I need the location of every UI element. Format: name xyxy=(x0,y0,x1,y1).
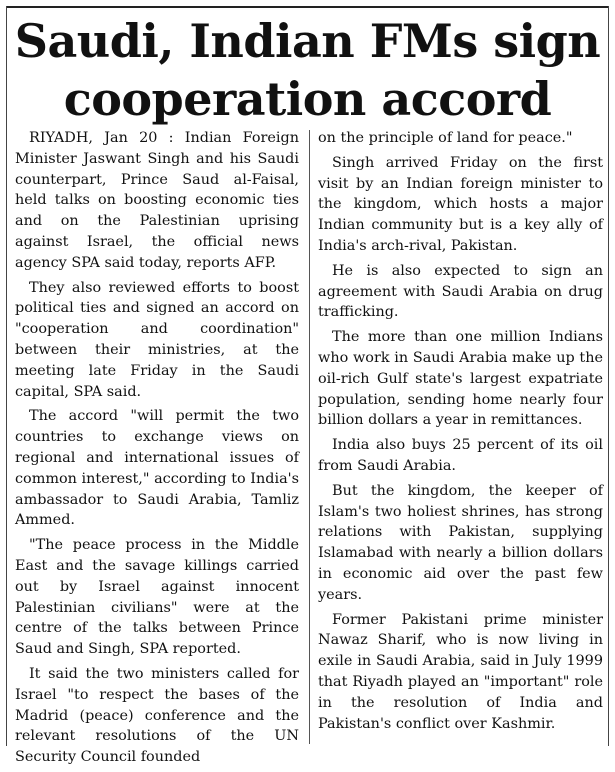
paragraph: They also reviewed efforts to boost political ties and signed an accord on "cooperation and coordination" between their ministries, at the meeting late Friday in the Saudi capital, SPA said. xyxy=(15,279,299,400)
paragraph: RIYADH, Jan 20 : Indian Foreign Minister Jaswant Singh and his Saudi counterpart, Prince Saud al-Faisal, held talks on boosting economic ties and on the Palestinian uprising against Israel, the official news agency SPA said today, reports AFP. xyxy=(15,130,299,271)
left-border xyxy=(6,6,7,746)
paragraph: India also buys 25 percent of its oil from Saudi Arabia. xyxy=(318,437,603,474)
paragraph-continued: on the principle of land for peace." xyxy=(318,130,573,146)
column-divider xyxy=(309,130,310,744)
paragraph: He is also expected to sign an agreement with Saudi Arabia on drug trafficking. xyxy=(318,262,603,321)
article-column-left xyxy=(15,128,299,772)
paragraph: The accord "will permit the two countries to exchange views on regional and international issues of common interest," according to India's ambassador to Saudi Arabia, Tamliz Ammed. xyxy=(15,408,299,529)
right-border xyxy=(608,6,609,746)
paragraph: It said the two ministers called for Israel "to respect the bases of the Madrid (peace) conference and the relevant resolutions of the UN Security Council founded xyxy=(15,665,299,766)
headline: Saudi, Indian FMs sign cooperation accord xyxy=(14,14,601,126)
paragraph: But the kingdom, the keeper of Islam's two holiest shrines, has strong relations with Pakistan, supplying Islamabad with nearly a billion dollars in economic aid over the past few years. xyxy=(318,482,603,603)
article-column-right xyxy=(318,128,603,738)
top-border xyxy=(6,6,609,8)
paragraph: Singh arrived Friday on the first visit by an Indian foreign minister to the kingdom, which hosts a major Indian community but is a key ally of India's arch-rival, Pakistan. xyxy=(318,154,603,254)
paragraph: The more than one million Indians who work in Saudi Arabia make up the oil-rich Gulf state's largest expatriate population, sending home nearly four billion dollars a year in remittances. xyxy=(318,329,603,429)
paragraph: "The peace process in the Middle East and the savage killings carried out by Israel against innocent Palestinian civilians" were at the centre of the talks between Prince Saud and Singh, SPA reported. xyxy=(15,537,299,658)
paragraph: Former Pakistani prime minister Nawaz Sharif, who is now living in exile in Saudi Arabia, said in July 1999 that Riyadh played an "important" role in the resolution of India and Pakistan's conflict over Kashmir. xyxy=(318,611,603,732)
